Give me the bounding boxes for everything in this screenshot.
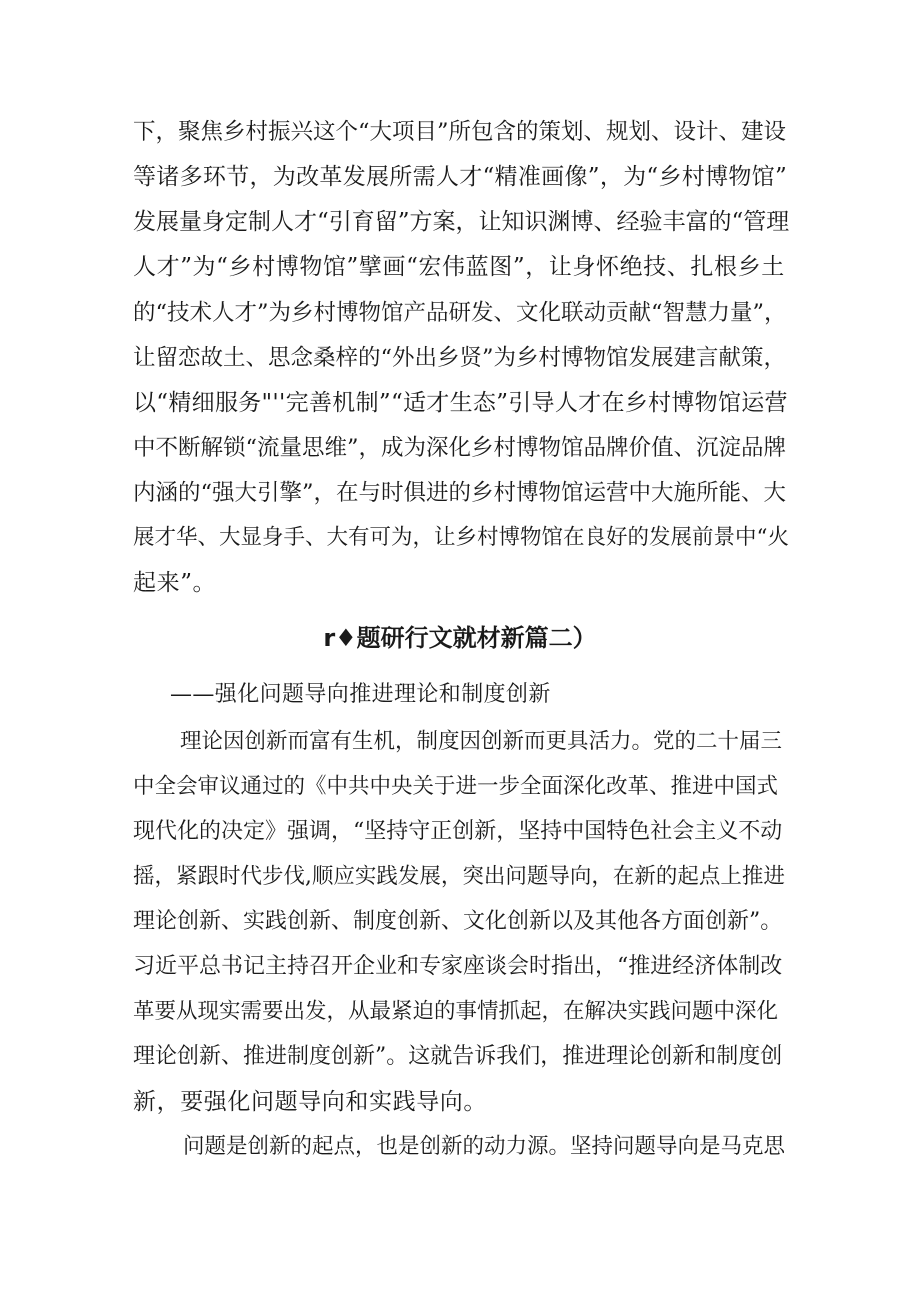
paragraph-2-line-2: 中全会审议通过的《中共中央关于进一步全面深化改革、推进中国式 bbox=[133, 774, 779, 799]
paragraph-1-line-7: 以“精细服务"''完善机制”“适才生态”引导人才在乡村博物馆运营 bbox=[133, 390, 788, 416]
section-heading: r♦题研行文就材新篇二） bbox=[323, 624, 597, 652]
paragraph-1-line-5: 的“技术人才”为乡村博物馆产品研发、文化联动贡献“智慧力量”， bbox=[133, 300, 787, 326]
paragraph-1-line-11: 起来”。 bbox=[133, 570, 217, 596]
paragraph-1-line-1: 下，聚焦乡村振兴这个“大项目”所包含的策划、规划、设计、建设 bbox=[133, 119, 787, 145]
paragraph-2-line-9: 新，要强化问题导向和实践导向。 bbox=[133, 1089, 487, 1115]
paragraph-2-line-3: 现代化的决定》强调，“坚持守正创新，坚持中国特色社会主义不动 bbox=[133, 819, 783, 844]
paragraph-2-line-4: 摇，紧跟时代步伐,顺应实践发展，突出问题导向，在新的起点上推进 bbox=[133, 864, 785, 889]
paragraph-1-line-6: 让留恋故土、思念桑梓的“外出乡贤”为乡村博物馆发展建言献策， bbox=[133, 345, 787, 371]
paragraph-1-line-4: 人才”为“乡村博物馆”擘画“宏伟蓝图”，让身怀绝技、扎根乡土 bbox=[133, 254, 785, 280]
paragraph-2-line-8: 理论创新、推进制度创新”。这就告诉我们，推进理论创新和制度创 bbox=[133, 1044, 783, 1069]
paragraph-1-line-10: 展才华、大显身手、大有可为，让乡村博物馆在良好的发展前景中“火 bbox=[133, 525, 789, 550]
paragraph-2-line-7: 革要从现实需要出发，从最紧迫的事情抓起，在解决实践问题中深化 bbox=[133, 999, 779, 1024]
paragraph-1-line-2: 等诸多环节，为改革发展所需人才“精准画像”，为“乡村博物馆” bbox=[133, 164, 788, 190]
paragraph-1-line-9: 内涵的“强大引擎”，在与时俱进的乡村博物馆运营中大施所能、大 bbox=[133, 480, 787, 506]
paragraph-2-line-6: 习近平总书记主持召开企业和专家座谈会时指出，“推进经济体制改 bbox=[133, 954, 783, 979]
section-subtitle: ——强化问题导向推进理论和制度创新 bbox=[170, 682, 551, 707]
paragraph-2-line-1: 理论因创新而富有生机，制度因创新而更具活力。党的二十届三 bbox=[180, 729, 783, 754]
paragraph-3-line-1: 问题是创新的起点，也是创新的动力源。坚持问题导向是马克思 bbox=[183, 1134, 786, 1159]
paragraph-1-line-3: 发展量身定制人才“引育留”方案，让知识渊博、经验丰富的“管理 bbox=[133, 209, 790, 235]
paragraph-2-line-5: 理论创新、实践创新、制度创新、文化创新以及其他各方面创新”。 bbox=[133, 909, 783, 934]
paragraph-1-line-8: 中不断解锁“流量思维”，成为深化乡村博物馆品牌价值、沉淀品牌 bbox=[133, 435, 787, 461]
